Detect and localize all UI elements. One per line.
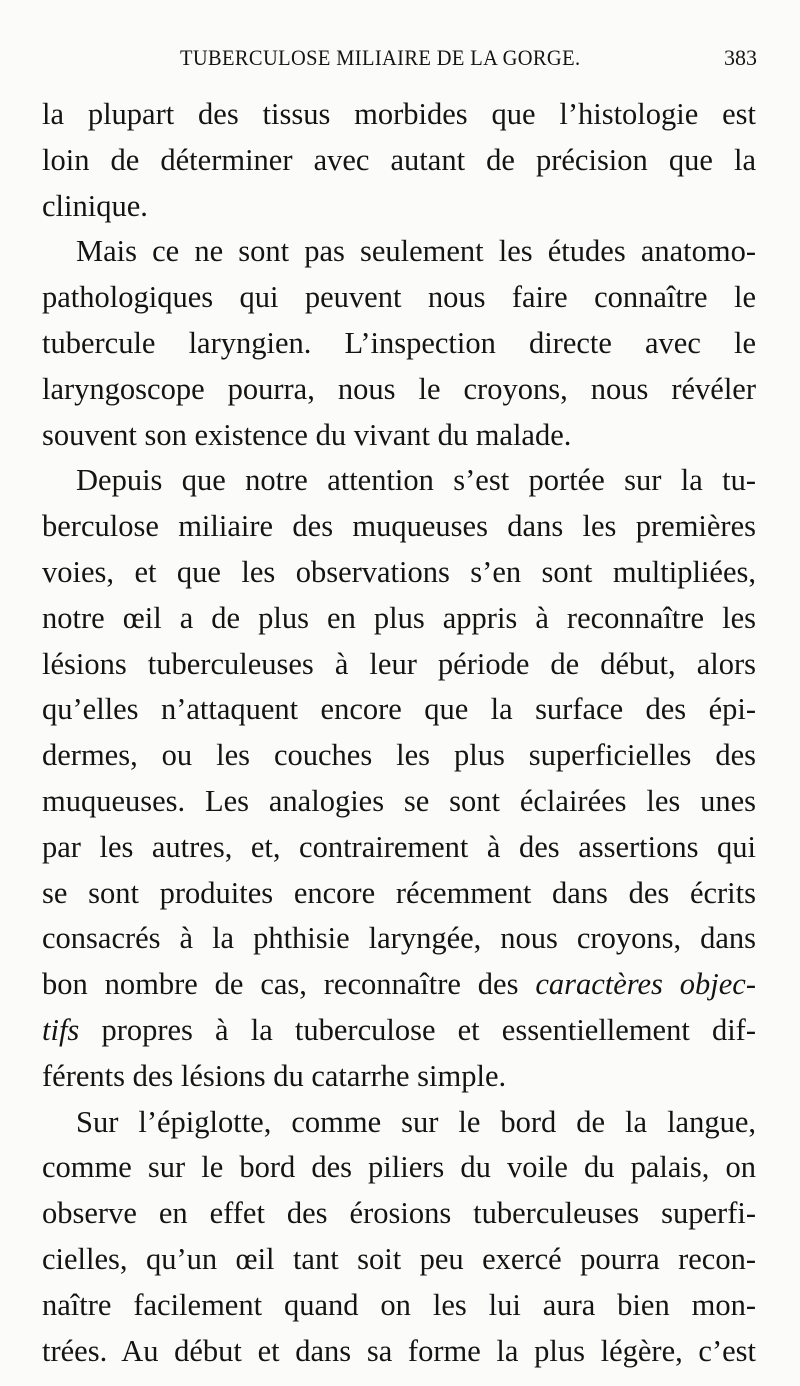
text-line: Sur l’épiglotte, comme sur le bord de la langue,: [76, 1104, 756, 1139]
text-line: dermes, ou les couches les plus superficielles des: [42, 738, 756, 773]
text-run: propres à la tuberculose et essentiellement dif-: [79, 1012, 756, 1047]
text-line: comme sur le bord des piliers du voile du palais, on: [42, 1150, 756, 1185]
text-line: notre œil a de plus en plus appris à reconnaître les: [42, 600, 756, 635]
text-line: souvent son existence du vivant du malade.: [42, 417, 572, 452]
text-line: naître facilement quand on les lui aura bien mon-: [42, 1287, 756, 1322]
paragraph-1: [42, 92, 756, 229]
text-line: qu’elles n’attaquent encore que la surface des épi-: [42, 692, 756, 727]
text-line: berculose miliaire des muqueuses dans les premières: [42, 509, 756, 544]
paragraph-2: [42, 229, 756, 458]
text-line: observe en effet des érosions tuberculeuses superfi-: [42, 1196, 756, 1231]
text-line: par les autres, et, contrairement à des assertions qui: [42, 829, 756, 864]
text-line: consacrés à la phthisie laryngée, nous croyons, dans: [42, 921, 756, 956]
text-line: pathologiques qui peuvent nous faire connaître le: [42, 280, 756, 315]
text-run: bon nombre de cas, reconnaître des: [42, 967, 536, 1002]
text-line: muqueuses. Les analogies se sont éclairées les unes: [42, 783, 756, 818]
text-line: Mais ce ne sont pas seulement les études anatomo-: [76, 234, 756, 269]
text-line: trées. Au début et dans sa forme la plus légère, c’est: [42, 1333, 756, 1368]
text-line-with-italic: [42, 1008, 756, 1054]
paragraph-3: [42, 458, 756, 1099]
running-title: TUBERCULOSE MILIAIRE DE LA GORGE.: [180, 45, 581, 70]
page-number: 383: [724, 45, 757, 70]
text-line: férents des lésions du catarrhe simple.: [42, 1058, 507, 1093]
text-line: laryngoscope pourra, nous le croyons, nous révéler: [42, 371, 756, 406]
text-line-with-italic: [42, 962, 756, 1008]
text-line: cielles, qu’un œil tant soit peu exercé pourra recon-: [42, 1241, 756, 1276]
italic-run: caractères objec-: [535, 967, 757, 1002]
italic-run: tifs: [42, 1012, 80, 1047]
text-line: clinique.: [42, 188, 148, 223]
text-line: se sont produites encore récemment dans des écrits: [42, 875, 756, 910]
paragraph-4: [42, 1100, 756, 1375]
text-line: loin de déterminer avec autant de précision que la: [42, 142, 756, 177]
text-line: voies, et que les observations s’en sont multipliées,: [42, 554, 756, 589]
body-text: [42, 92, 756, 1374]
text-line: Depuis que notre attention s’est portée sur la tu-: [76, 463, 756, 498]
text-line: lésions tuberculeuses à leur période de début, alors: [42, 646, 756, 681]
running-head: [42, 38, 757, 78]
text-line: tubercule laryngien. L’inspection directe avec le: [42, 325, 756, 360]
text-line: la plupart des tissus morbides que l’histologie est: [42, 97, 756, 131]
